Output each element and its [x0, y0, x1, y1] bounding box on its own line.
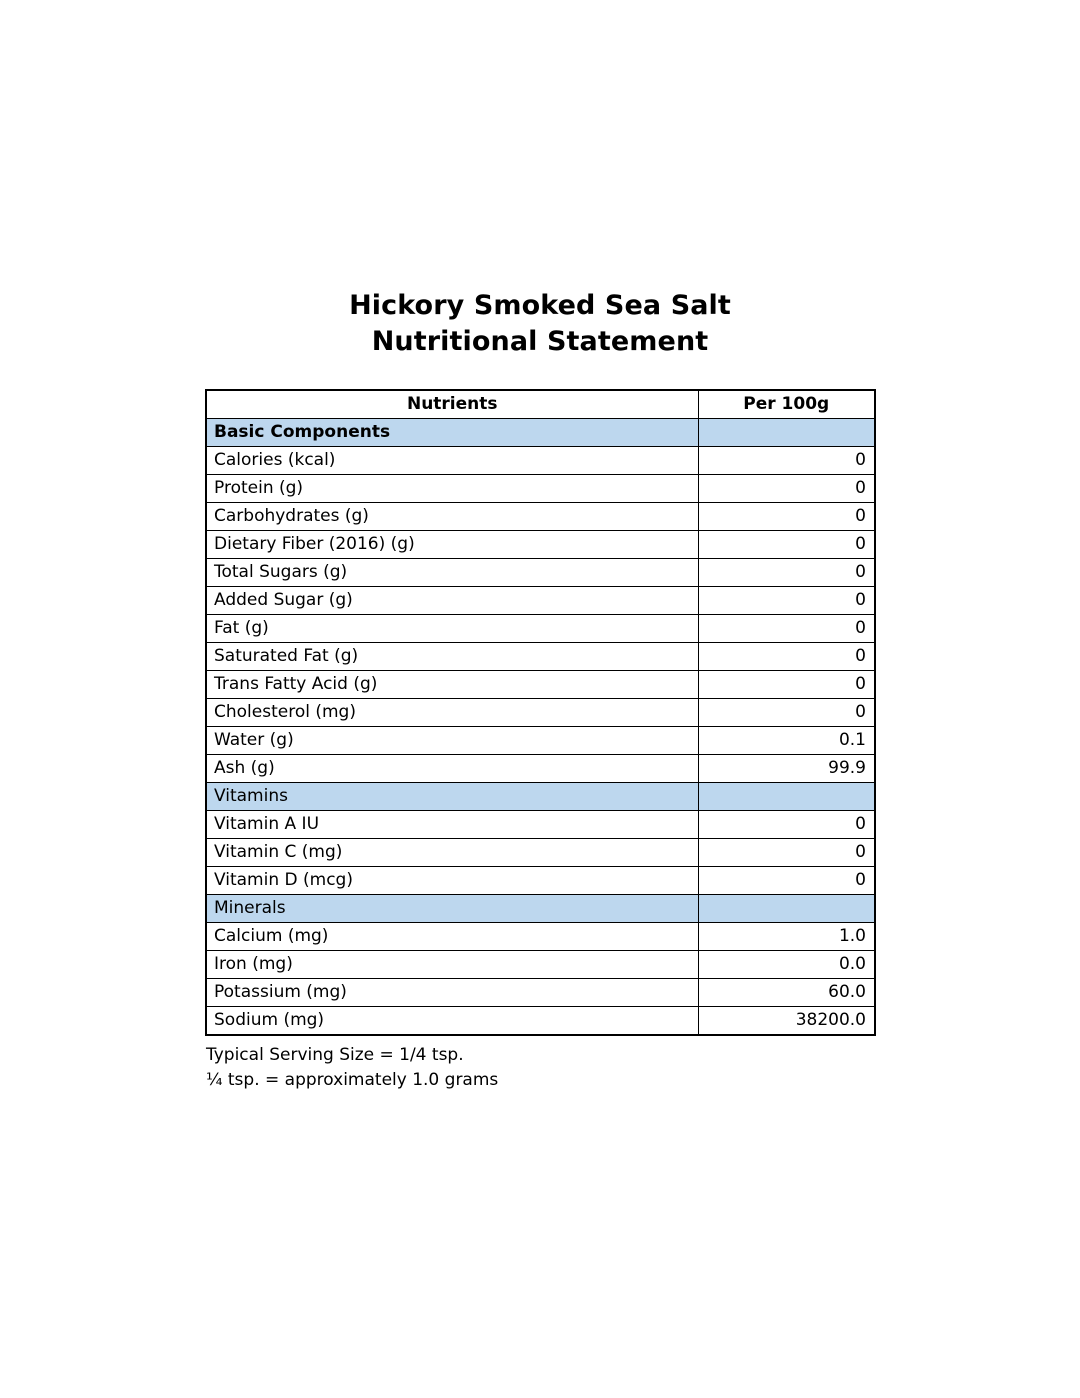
nutrient-value: 0 [698, 811, 875, 839]
nutrient-name: Cholesterol (mg) [206, 699, 698, 727]
table-row [206, 559, 875, 587]
section-value [698, 783, 875, 811]
nutrient-name: Calcium (mg) [206, 923, 698, 951]
footnote-line-serving-size: Typical Serving Size = 1/4 tsp. [206, 1045, 464, 1065]
nutrient-name: Vitamin A IU [206, 811, 698, 839]
nutrient-name: Ash (g) [206, 755, 698, 783]
nutrient-name: Calories (kcal) [206, 447, 698, 475]
table-section-row [206, 895, 875, 923]
nutrient-name: Added Sugar (g) [206, 587, 698, 615]
table-row [206, 699, 875, 727]
nutrient-name: Fat (g) [206, 615, 698, 643]
table-row [206, 755, 875, 783]
nutrient-name: Protein (g) [206, 475, 698, 503]
table-row [206, 475, 875, 503]
nutrient-name: Water (g) [206, 727, 698, 755]
table-row [206, 1007, 875, 1036]
table-row [206, 531, 875, 559]
nutrient-value: 0 [698, 643, 875, 671]
title-line-subtitle: Nutritional Statement [371, 326, 709, 357]
table-head [206, 390, 875, 419]
nutrient-value: 0 [698, 699, 875, 727]
nutrient-name: Vitamin D (mcg) [206, 867, 698, 895]
table-row [206, 587, 875, 615]
nutrient-value: 0 [698, 867, 875, 895]
nutrient-name: Vitamin C (mg) [206, 839, 698, 867]
serving-size-footnote [206, 1043, 846, 1093]
nutrient-value: 99.9 [698, 755, 875, 783]
nutrient-value: 0.0 [698, 951, 875, 979]
nutrient-name: Carbohydrates (g) [206, 503, 698, 531]
nutrient-name: Total Sugars (g) [206, 559, 698, 587]
document-title [0, 288, 1080, 360]
table-row [206, 923, 875, 951]
footnote-line-gram-equivalent: ¼ tsp. = approximately 1.0 grams [206, 1070, 499, 1090]
table-row [206, 503, 875, 531]
section-label: Vitamins [206, 783, 698, 811]
table-row [206, 951, 875, 979]
nutrient-value: 0 [698, 615, 875, 643]
table-body [206, 419, 875, 1036]
nutrient-value: 0 [698, 503, 875, 531]
table-row [206, 643, 875, 671]
table-row [206, 839, 875, 867]
nutrient-name: Dietary Fiber (2016) (g) [206, 531, 698, 559]
nutrient-value: 60.0 [698, 979, 875, 1007]
nutrient-value: 1.0 [698, 923, 875, 951]
table-row [206, 867, 875, 895]
table-row [206, 811, 875, 839]
table-header-row [206, 390, 875, 419]
table-row [206, 727, 875, 755]
nutrient-value: 0.1 [698, 727, 875, 755]
section-value [698, 419, 875, 447]
table-section-row [206, 419, 875, 447]
table-section-row [206, 783, 875, 811]
nutrient-value: 0 [698, 447, 875, 475]
nutrient-value: 0 [698, 475, 875, 503]
nutrition-facts-table [205, 389, 876, 1036]
nutrient-value: 38200.0 [698, 1007, 875, 1036]
nutrient-name: Trans Fatty Acid (g) [206, 671, 698, 699]
title-line-product: Hickory Smoked Sea Salt [349, 290, 731, 321]
nutrient-value: 0 [698, 839, 875, 867]
table-row [206, 615, 875, 643]
table-row [206, 447, 875, 475]
nutrient-name: Iron (mg) [206, 951, 698, 979]
nutrient-value: 0 [698, 531, 875, 559]
nutrient-value: 0 [698, 671, 875, 699]
nutrient-name: Saturated Fat (g) [206, 643, 698, 671]
nutrient-value: 0 [698, 559, 875, 587]
section-label: Minerals [206, 895, 698, 923]
nutrient-name: Sodium (mg) [206, 1007, 698, 1036]
nutrient-name: Potassium (mg) [206, 979, 698, 1007]
nutrient-value: 0 [698, 587, 875, 615]
section-value [698, 895, 875, 923]
section-label: Basic Components [206, 419, 698, 447]
table-row [206, 979, 875, 1007]
column-header-per-100g: Per 100g [698, 390, 875, 419]
column-header-nutrients: Nutrients [206, 390, 698, 419]
table-row [206, 671, 875, 699]
